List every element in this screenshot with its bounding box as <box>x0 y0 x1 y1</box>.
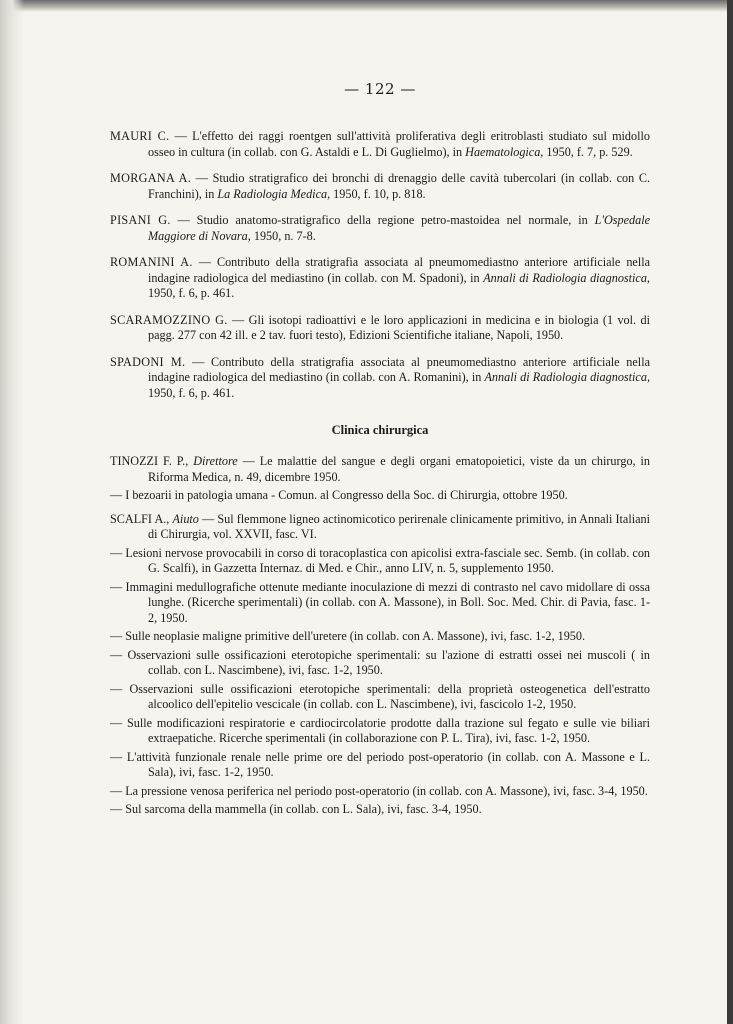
entry-details: 1950, f. 10, p. 818. <box>330 186 426 201</box>
bibliography-entry <box>110 313 650 344</box>
clinic-entries <box>110 454 650 818</box>
clinic-entry-text: — Le malattie del sangue e degli organi ematopoietici, viste da un chirurgo, in <box>237 454 650 468</box>
clinic-entry-publication: ivi, <box>179 765 196 779</box>
clinic-entry-details: fasc. 1-2, 1950. <box>195 765 274 779</box>
clinic-entry-text: Sulle neoplasie maligne primitive dell'uretere (in collab. con A. Massone), <box>125 629 491 643</box>
clinic-entry-role: Aiuto <box>172 511 199 526</box>
clinic-entry-text: — Sul flemmone ligneo actinomicotico perirenale clinicamente primitivo, in <box>198 511 580 526</box>
bibliography-entry <box>110 255 650 302</box>
clinic-entry-text: La pressione venosa periferica nel periodo post-operatorio (in collab. con A. Massone), <box>125 783 554 798</box>
clinic-entry-lead: — <box>110 488 126 502</box>
clinic-entry-details: fasc. 3-4, 1950. <box>569 783 648 798</box>
clinic-entry-details: fasc. 3-4, 1950. <box>403 802 482 816</box>
entry-details: 1950, f. 6, p. 461. <box>148 286 235 300</box>
clinic-entry-publication: ivi, <box>288 663 305 677</box>
clinic-entry-publication: Riforma Medica, <box>148 469 232 484</box>
clinic-entry <box>110 580 650 627</box>
scan-top-edge <box>0 0 733 12</box>
clinic-entry-lead: — <box>110 802 126 816</box>
clinic-entry-role: Direttore <box>193 454 238 468</box>
clinic-entry-text: L'attività funzionale renale nelle prime ore del periodo post-operatorio (in collab. con A. Massone e L. Sala), <box>126 749 650 779</box>
clinic-entry-details: anno LIV, n. 5, supplemento 1950. <box>382 561 554 575</box>
clinic-entry-lead: SCALFI A., <box>110 511 173 526</box>
clinic-entry-text: Sulle modificazioni respiratorie e cardiocircolatorie prodotte dalla trazione sul fegato e sulle vie biliari extraepatiche. Ricerche sperimentali (in collaborazione con P. L. Tira), <box>127 715 650 745</box>
entry-publication: Annali di Radiologia diagnostica, <box>484 370 650 384</box>
clinic-entry-publication: Gazzetta Internaz. di Med. e Chir., <box>214 561 383 575</box>
bibliography-entry <box>110 171 650 202</box>
clinic-entry-publication: ivi, <box>553 783 570 798</box>
entry-text: — Gli isotopi radioattivi e le loro applicazioni in medicina e in biologia (1 vol. di pagg. 277 con 42 ill. e 2 tav. fuori testo), Edizioni Scientifiche italiane, Napoli, 1950. <box>148 312 650 342</box>
clinic-entry-details: fasc. 1-2, 1950. <box>506 629 586 643</box>
clinic-entry-details: n. 49, dicembre 1950. <box>231 469 341 484</box>
entry-text: — Contributo della stratigrafia associata al pneumomediastno anteriore artificiale nella indagine radiologica del mediastino (in collab. con M. Spadoni), in <box>148 255 650 285</box>
clinic-entry-lead: TINOZZI F. P., <box>110 454 194 468</box>
bibliography <box>110 129 650 821</box>
clinic-entry <box>110 648 650 679</box>
clinic-entry-details: fasc. 1-2, 1950. <box>511 731 591 745</box>
clinic-entry-publication: Boll. Soc. Med. Chir. di Pavia, <box>460 595 611 609</box>
clinic-entry-lead: — <box>110 681 130 696</box>
entry-details: 1950, f. 7, p. 529. <box>543 144 633 159</box>
entry-publication: Annali di Radiologia diagnostica, <box>483 270 650 285</box>
clinic-entry <box>110 512 650 543</box>
clinic-entry-details: fasc. 1-2, 1950. <box>304 663 383 677</box>
clinic-entry <box>110 629 650 645</box>
clinic-entry <box>110 784 650 800</box>
scan-right-edge <box>727 0 733 1024</box>
clinic-entry <box>110 488 650 504</box>
entry-publication: La Radiologia Medica, <box>217 186 331 201</box>
clinic-entry-lead: — <box>110 715 128 730</box>
entry-text: — L'effetto dei raggi roentgen sull'attività proliferativa degli eritroblasti studiato sul midollo osseo in cultura (in collab. con G. Astaldi e L. Di Guglielmo), in <box>148 129 650 159</box>
entry-author: PISANI G. <box>110 213 171 227</box>
entry-author: SCARAMOZZINO G. <box>110 312 228 327</box>
clinic-entry-text: I bezoarii in patologia umana - Comun. al Congresso della Soc. di Chirurgia, ottobre 1950. <box>125 488 568 502</box>
entry-author: SPADONI M. <box>110 354 186 369</box>
entry-publication: L'Ospedale Maggiore di Novara, <box>148 213 650 243</box>
clinic-entry <box>110 716 650 747</box>
bibliography-entry <box>110 355 650 402</box>
bibliography-entry <box>110 129 650 160</box>
clinic-entry-text: Sul sarcoma della mammella (in collab. con L. Sala), <box>125 802 388 816</box>
scan-binding-edge <box>0 0 24 1024</box>
entry-publication: Haematologica, <box>465 144 544 159</box>
clinic-entry <box>110 546 650 577</box>
entry-details: 1950, n. 7-8. <box>250 228 316 243</box>
section-heading: Clinica chirurgica <box>331 423 429 437</box>
clinic-entry-publication: ivi, <box>460 697 477 711</box>
clinic-entry-text: Osservazioni sulle ossificazioni eterotopiche sperimentali: della proprietà osteogenetica dell'estratto alcoolico dell'epitelio vescicale (in collab. con L. Nascimbene), <box>129 681 650 711</box>
clinic-entry-publication: Annali Italiani di Chirurgia, <box>148 511 650 541</box>
clinic-entry-lead: — <box>110 647 128 662</box>
clinic-entry-publication: ivi, <box>495 731 512 745</box>
clinic-entry-text: Osservazioni sulle ossificazioni eterotopiche sperimentali: su l'azione di estratti ossei nei muscoli ( in collab. con L. Nascimbene), <box>127 647 651 677</box>
clinic-entry <box>110 750 650 781</box>
entry-details: 1950, f. 6, p. 461. <box>148 385 235 400</box>
entry-text: — Studio anatomo-stratigrafico della regione petro-mastoidea nel normale, in <box>170 213 595 227</box>
bibliography-entries <box>110 129 650 401</box>
entry-author: ROMANINI A. <box>110 255 193 269</box>
clinic-entry-details: vol. XXVII, fasc. VI. <box>210 527 317 541</box>
clinic-entry-details: fasc. 1-2, 1950. <box>148 595 651 625</box>
clinic-entry-lead: — <box>110 579 126 594</box>
clinic-entry-lead: — <box>110 749 127 764</box>
clinic-entry-text: Immagini medullografiche ottenute mediante inoculazione di mezzi di contrasto nel cavo midollare di ossa lunghe. (Ricerche sperimentali) (in collab. con A. Massone), in <box>125 579 651 609</box>
page-number: — 122 — <box>344 80 416 98</box>
clinic-entry-lead: — <box>110 783 126 798</box>
clinic-entry <box>110 454 650 485</box>
clinic-entry-publication: ivi, <box>490 629 507 643</box>
clinic-entry <box>110 802 650 818</box>
clinic-entry-publication: ivi, <box>387 802 404 816</box>
entry-text: — Studio stratigrafico dei bronchi di drenaggio delle cavità tubercolari (in collab. con C. Franchini), in <box>148 171 650 201</box>
clinic-entry-details: fascicolo 1-2, 1950. <box>476 697 577 711</box>
entry-text: — Contributo della stratigrafia associata al pneumomediastno anteriore artificiale nella indagine radiologica del mediastino (in collab. con A. Romanini), in <box>148 354 650 384</box>
entry-author: MORGANA A. <box>110 171 192 185</box>
entry-author: MAURI C. <box>110 129 170 143</box>
bibliography-entry <box>110 213 650 244</box>
clinic-entry-lead: — <box>110 629 126 643</box>
clinic-entry <box>110 682 650 713</box>
clinic-entry-lead: — <box>110 545 126 560</box>
clinic-entry-text: Lesioni nervose provocabili in corso di toracoplastica con apicolisi extra-fasciale sec. Semb. (in collab. con G. Scalfi), in <box>125 545 651 575</box>
